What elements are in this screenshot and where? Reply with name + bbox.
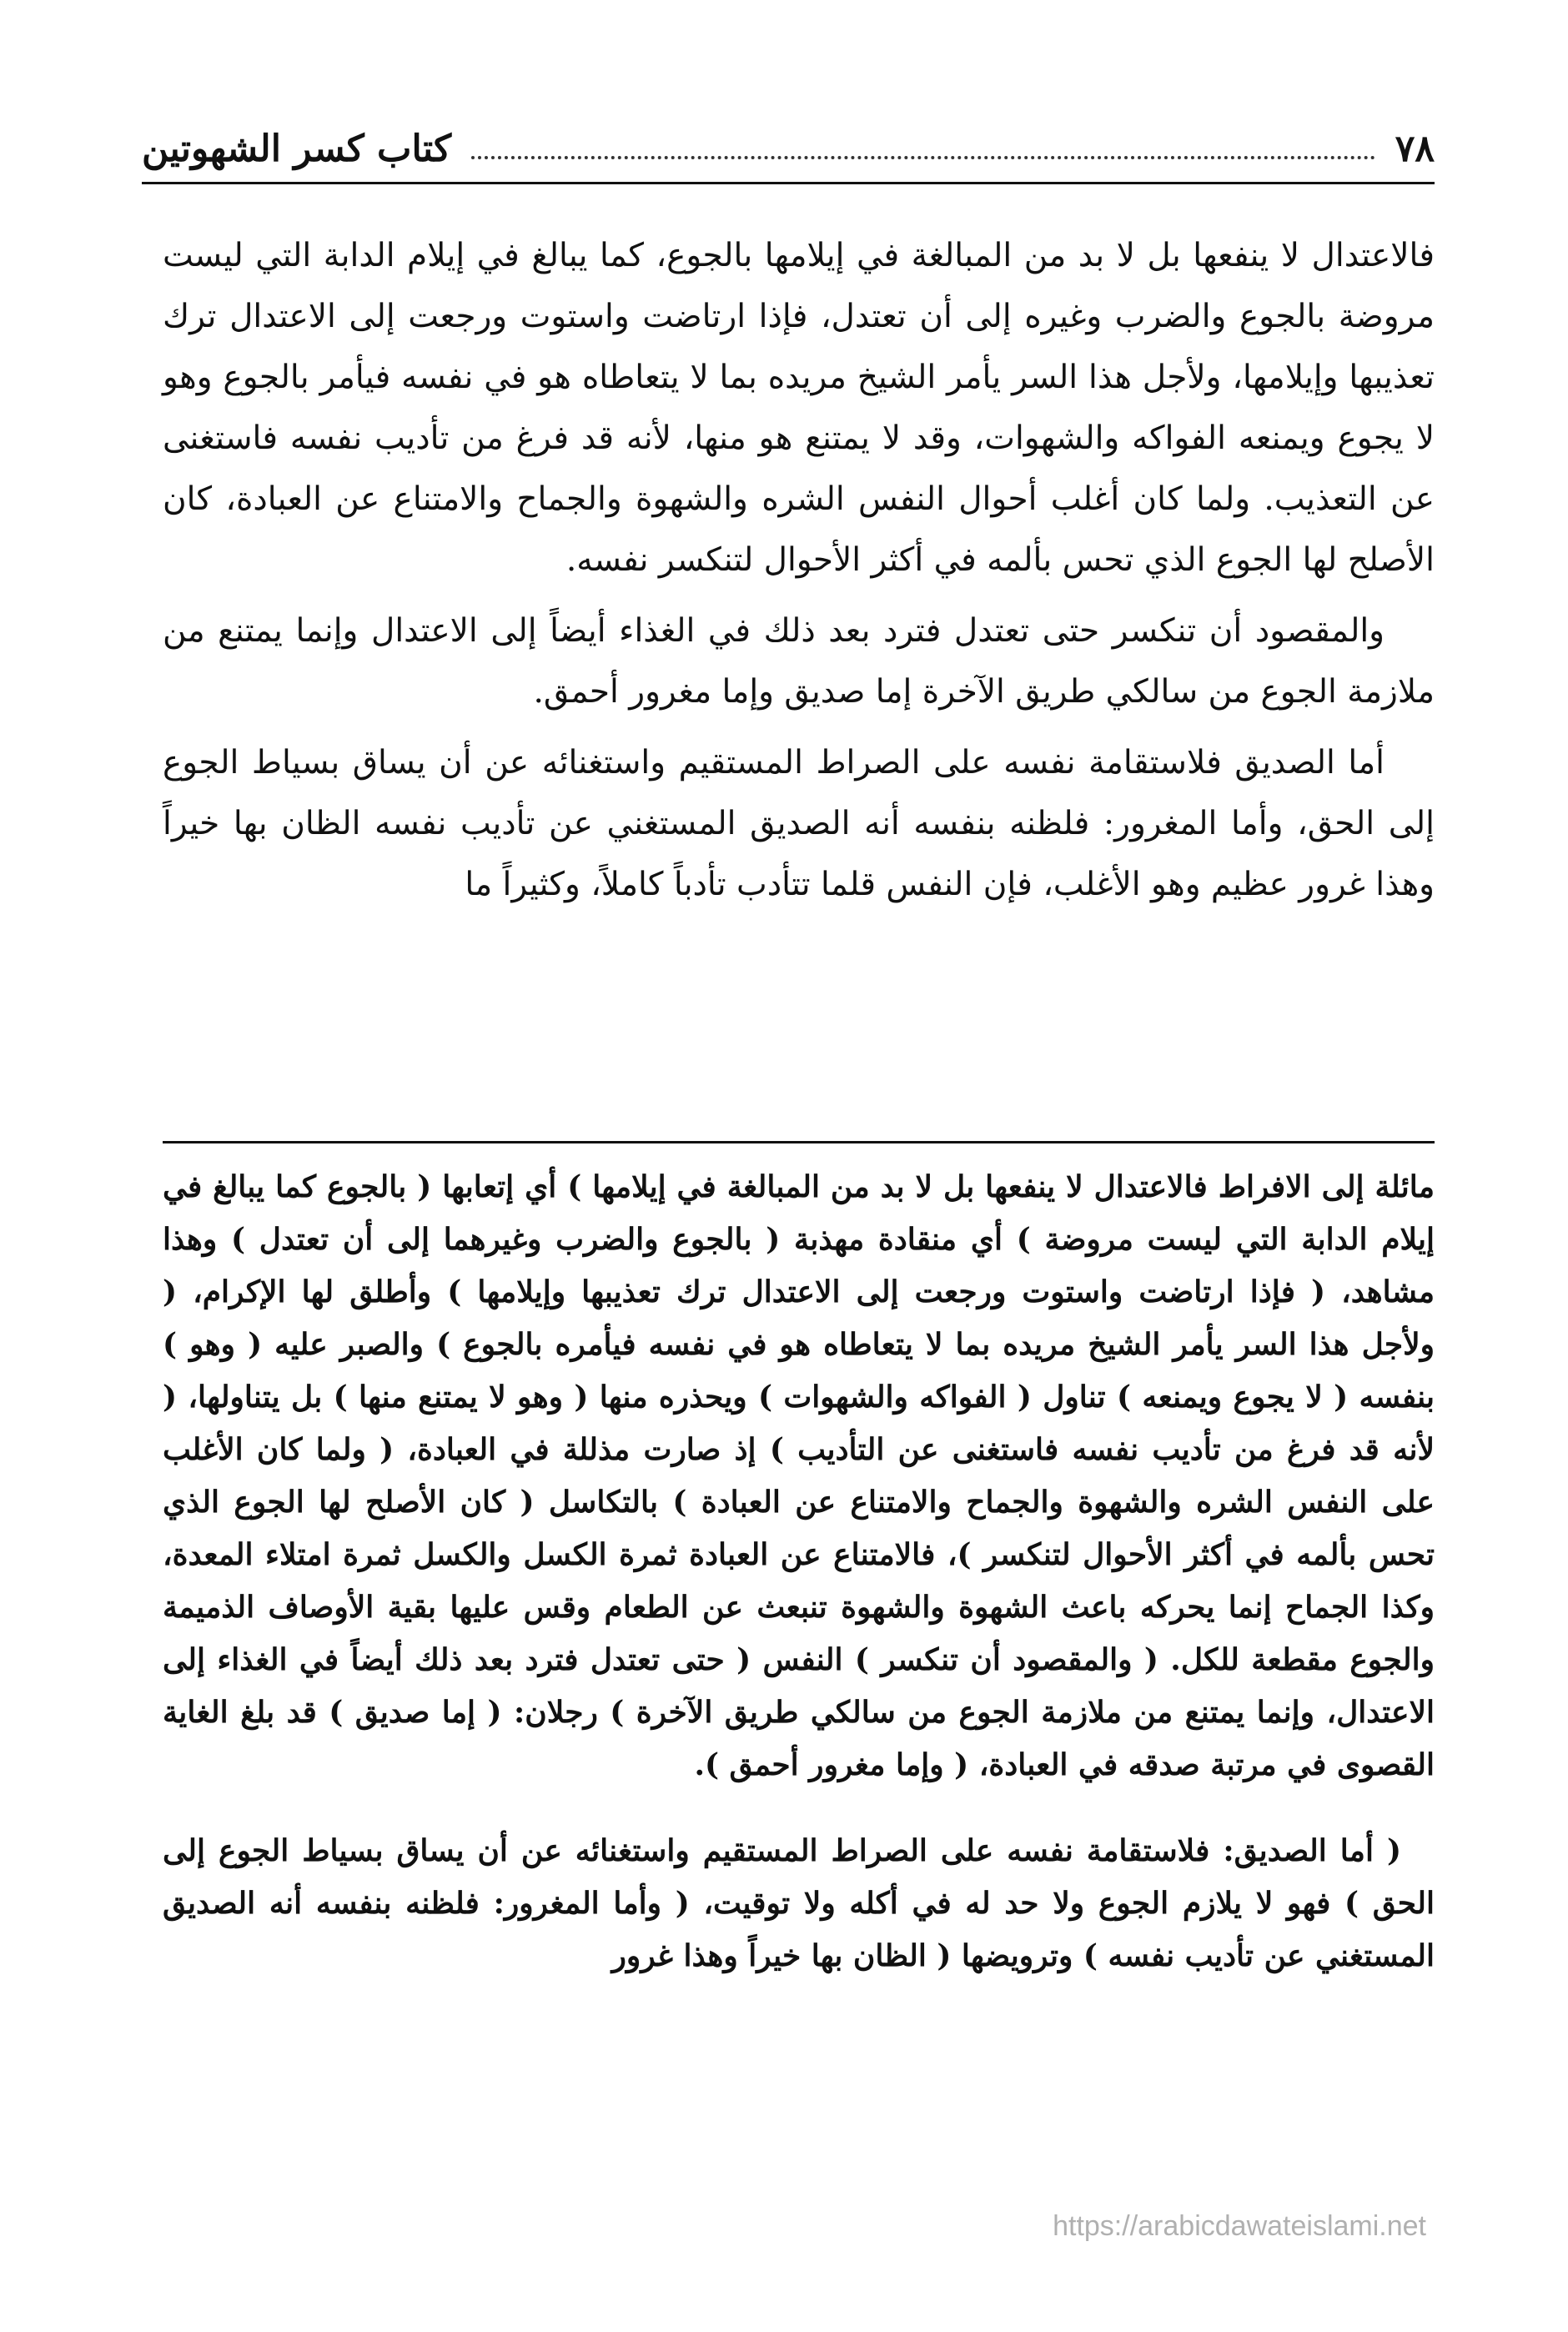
commentary-paragraph-2: ( أما الصديق: فلاستقامة نفسه على الصراط المستقيم واستغنائه عن أن يساق بسياط الجوع إلى الحق ) فهو لا يلازم الجوع ولا حد له في أكله ولا توقيت، ( وأما المغرور: فلظنه بنفسه أنه الصديق المستغني عن تأديب نفسه ) وترويضها ( الظان بها خيراً وهذا غرور [163,1833,1435,1973]
main-paragraph-2: والمقصود أن تنكسر حتى تعتدل فترد بعد ذلك في الغذاء أيضاً إلى الاعتدال وإنما يمتنع من ملازمة الجوع من سالكي طريق الآخرة إما صديق وإما مغرور أحمق. [163,612,1435,711]
main-text [163,225,1435,915]
book-title: كتاب كسر الشهوتين [142,127,452,170]
commentary-text [163,1161,1435,1983]
watermark-url: https://arabicdawateislami.net [1053,2210,1426,2242]
main-paragraph-1: فالاعتدال لا ينفعها بل لا بد من المبالغة في إيلامها بالجوع، كما يبالغ في إيلام الدابة التي ليست مروضة بالجوع والضرب وغيره إلى أن تعتدل، فإذا ارتاضت واستوت ورجعت إلى الاعتدال ترك تعذيبها وإيلامها، ولأجل هذا السر يأمر الشيخ مريده بما لا يتعاطاه هو في نفسه فيأمر بالجوع وهو لا يجوع ويمنعه الفواكه والشهوات، وقد لا يمتنع هو منها، لأنه قد فرغ من تأديب نفسه فاستغنى عن التعذيب. ولما كان أغلب أحوال النفس الشره والشهوة والجماح والامتناع عن العبادة، كان الأصلح لها الجوع الذي تحس بألمه في أكثر الأحوال لتنكسر نفسه. [163,237,1435,579]
main-paragraph-3: أما الصديق فلاستقامة نفسه على الصراط المستقيم واستغنائه عن أن يساق بسياط الجوع إلى الحق، وأما المغرور: فلظنه بنفسه أنه الصديق المستغني عن تأديب نفسه الظان بها خيراً وهذا غرور عظيم وهو الأغلب، فإن النفس قلما تتأدب تأدباً كاملاً، وكثيراً ما [163,744,1435,903]
header-dotted-leader [471,138,1375,159]
page-number: ٧٨ [1395,127,1435,170]
footnote-separator [163,1141,1435,1143]
page-header [142,123,1435,184]
commentary-paragraph-1: مائلة إلى الافراط فالاعتدال لا ينفعها بل لا بد من المبالغة في إيلامها ) أي إتعابها ( بالجوع كما يبالغ في إيلام الدابة التي ليست مروضة ) أي منقادة مهذبة ( بالجوع والضرب وغيرهما إلى أن تعتدل ) وهذا مشاهد، ( فإذا ارتاضت واستوت ورجعت إلى الاعتدال ترك تعذيبها وإيلامها ) وأطلق لها الإكرام، ( ولأجل هذا السر يأمر الشيخ مريده بما لا يتعاطاه هو في نفسه فيأمره بالجوع ) والصبر عليه ( وهو ) بنفسه ( لا يجوع ويمنعه ) تناول ( الفواكه والشهوات ) ويحذره منها ( وهو لا يمتنع منها ) بل يتناولها، ( لأنه قد فرغ من تأديب نفسه فاستغنى عن التأديب ) إذ صارت مذللة في العبادة، ( ولما كان الأغلب على النفس الشره والشهوة والجماح والامتناع عن العبادة ) بالتكاسل ( كان الأصلح لها الجوع الذي تحس بألمه في أكثر الأحوال لتنكسر )، فالامتناع عن العبادة ثمرة الكسل والكسل ثمرة امتلاء المعدة، وكذا الجماح إنما يحركه باعث الشهوة والشهوة تنبعث عن الطعام وقس عليها بقية الأوصاف الذميمة والجوع مقطعة للكل. ( والمقصود أن تنكسر ) النفس ( حتى تعتدل فترد بعد ذلك أيضاً في الغذاء إلى الاعتدال، وإنما يمتنع من ملازمة الجوع من سالكي طريق الآخرة ) رجلان: ( إما صديق ) قد بلغ الغاية القصوى في مرتبة صدقه في العبادة، ( وإما مغرور أحمق ). [163,1169,1435,1782]
